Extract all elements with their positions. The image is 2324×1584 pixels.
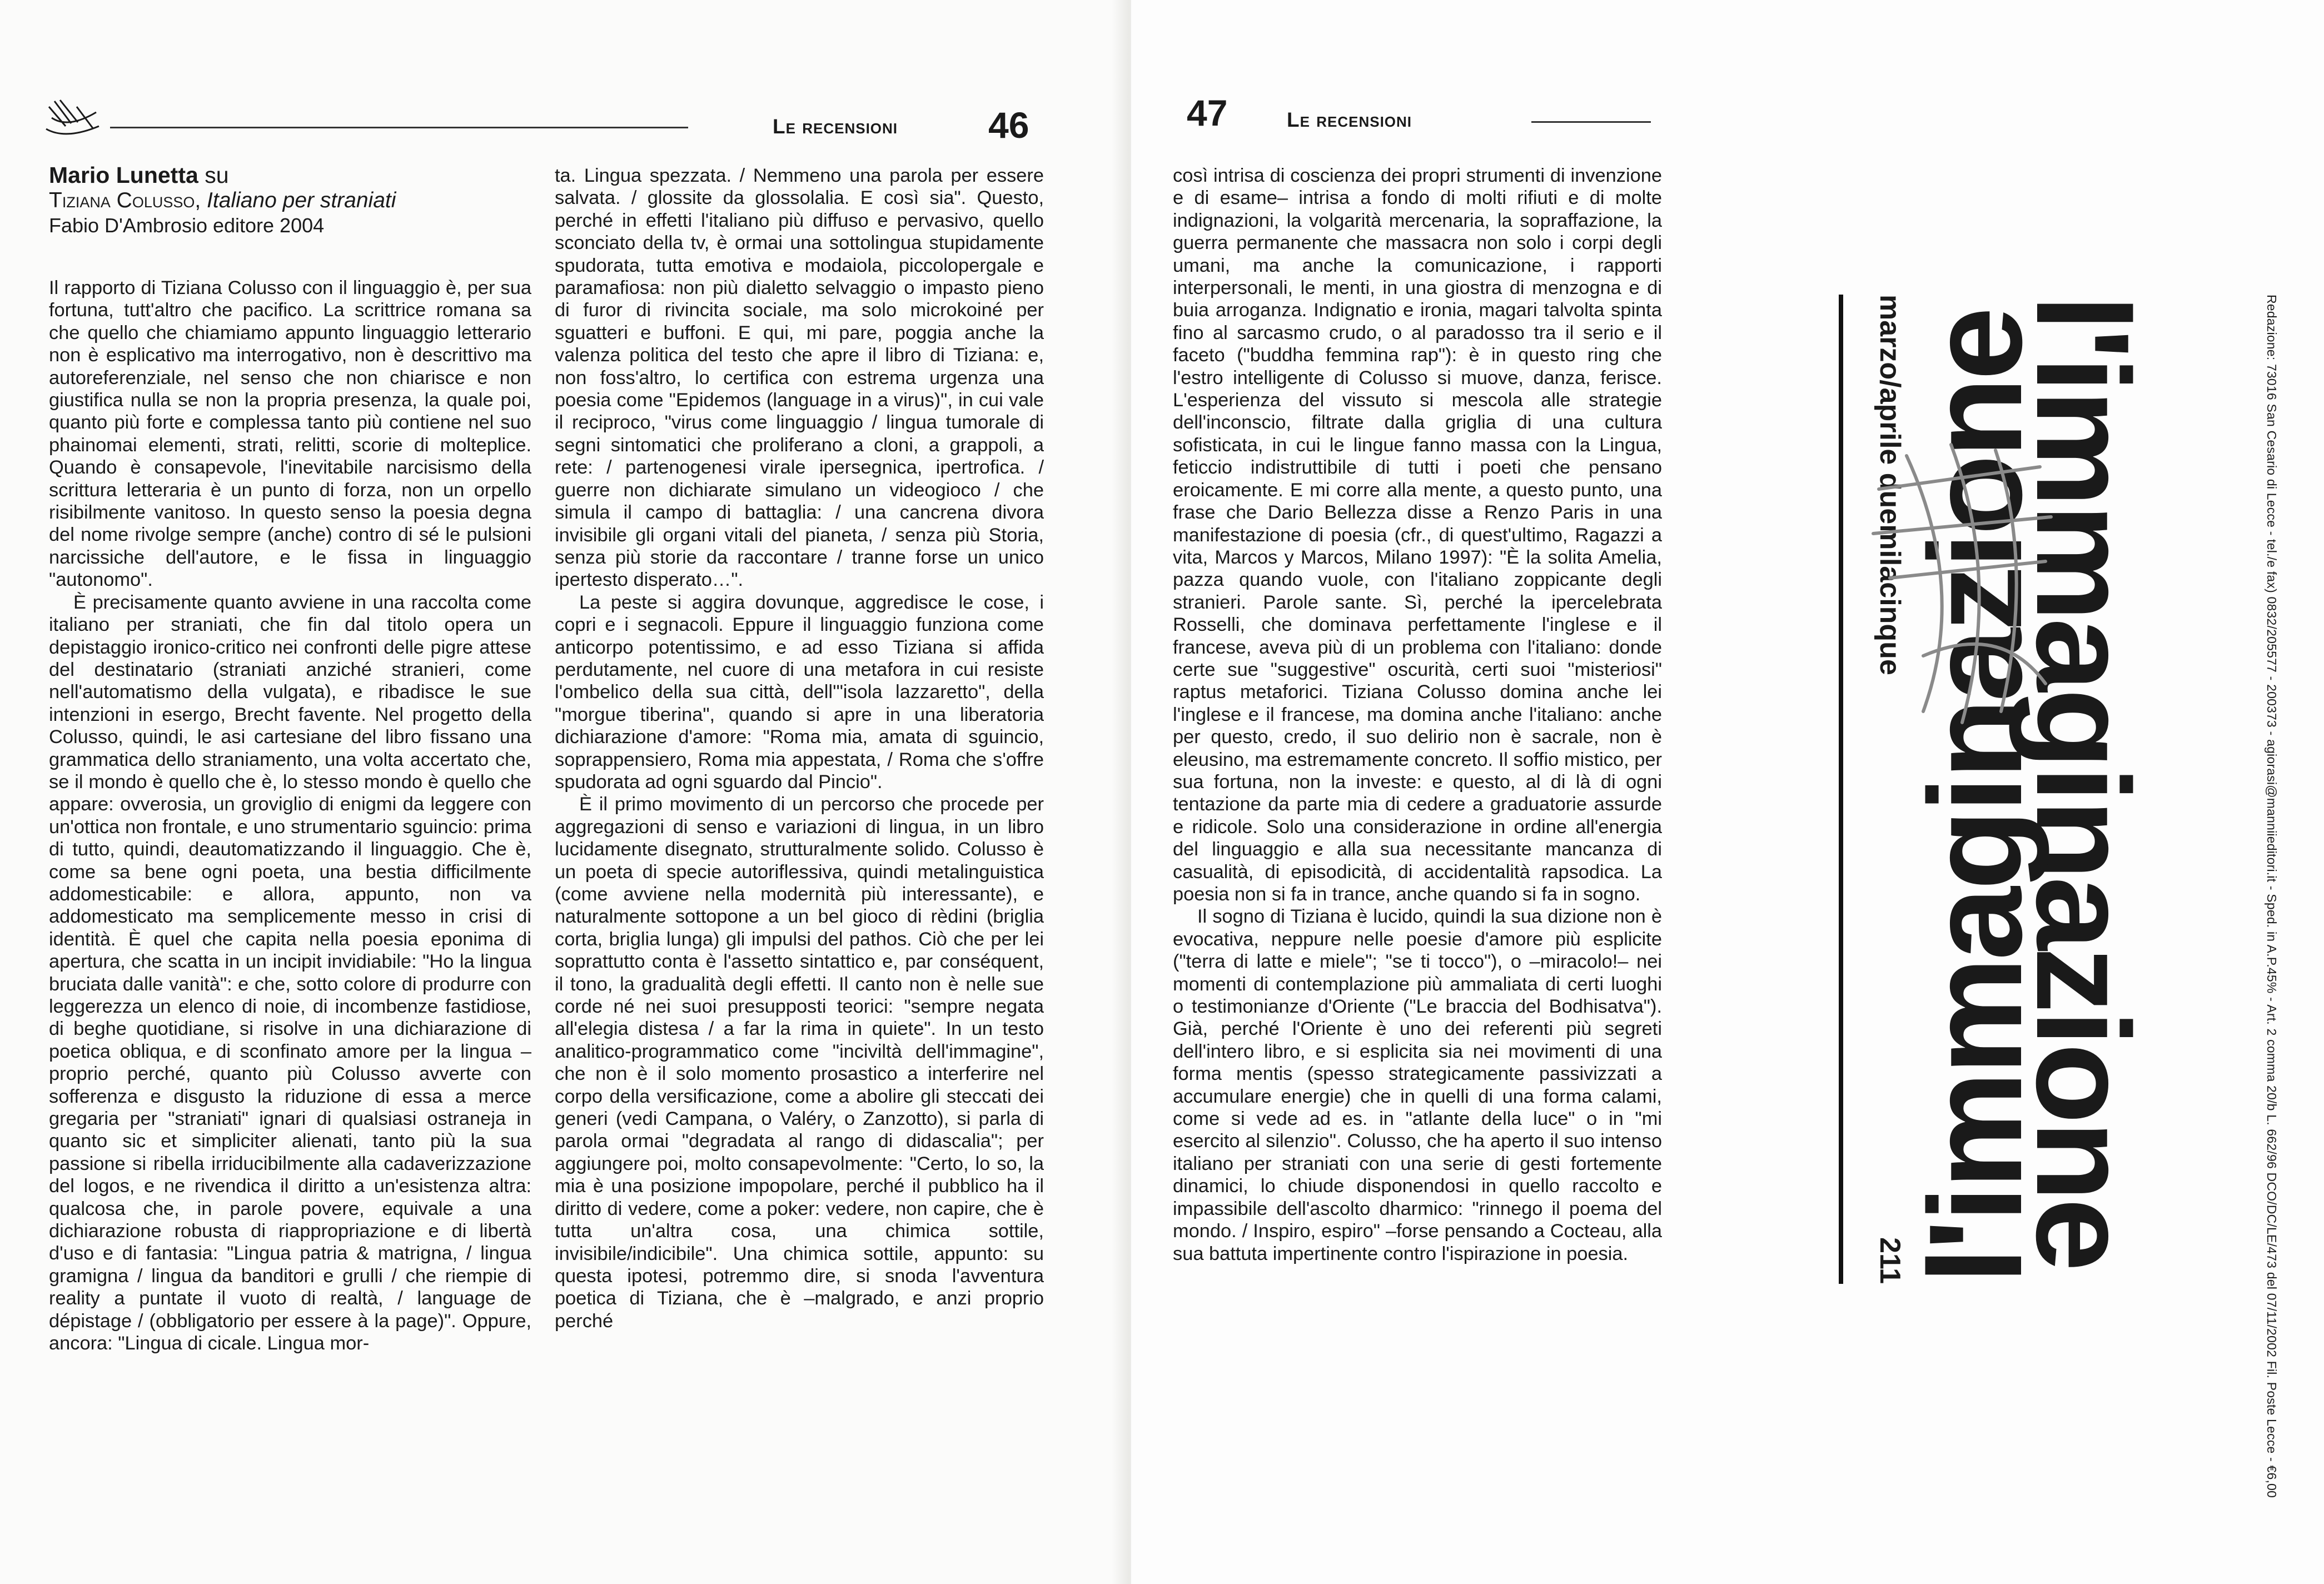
cover-imprint-text: Redazione: 73016 San Cesario di Lecce - tel./e fax) 0832/205577 - 200373 - agiorasi@manniieditori.it - Sped. in A.P.45% - Art. 2 comma 20/b L. 662/96 DCO/DC/LE/473 del 07/11/2002 Fil. Poste Lecce - €6,00 — [2265, 295, 2279, 1498]
header-page-number: 47 — [1187, 92, 1228, 133]
cover-issue-date: marzo/aprile duemilacinque — [1874, 295, 1906, 675]
header-section: Le recensioni — [773, 115, 898, 138]
text-column-1 — [49, 277, 531, 1538]
header-rule — [110, 127, 688, 128]
paragraph: Il rapporto di Tiziana Colusso con il linguaggio è, per sua fortuna, tutt'altro che pacifico. La scrittrice romana sa che quello che chiamiamo appunto linguaggio letterario non è esplicativo ma interrogativo, non è descrittivo ma autoreferenziale, nel senso che non chiarisce e non giustifica nulla se non la propria presenza, la quale poi, quanto più forte e complessa tanto più contiene nel suo phainomai elementi, strati, relitti, scorie di molteplice. Quando è consapevole, l'inevitabile narcisismo della scrittura letteraria è un punto di forza, non un orpello risibilmente vanitoso. In questo senso la poesia degna del nome rivolge sempre (anche) contro di sé le pulsioni narcissiche dell'autore, e le fissa in linguaggio "autonomo". — [49, 277, 531, 591]
paragraph: La peste si aggira dovunque, aggredisce le cose, i copri e i segnacoli. Eppure il linguaggio funziona come anticorpo potentissimo, e ad esso Tiziana si affida perdutamente, nel cuore di una metafora in cui resiste l'ombelico della sua città, dell'"isola lazzaretto", della "morgue tiberina", quando si apre in una liberatoria dichiarazione d'amore: "Roma mia, amata di sguincio, soprappensiero, Roma mia appestata, / Roma che s'offre spudorata ad ogni sguardo dal Pincio". — [555, 591, 1044, 793]
header-rule — [1531, 121, 1651, 123]
cover-title-mirrored: l'immaginazione — [1902, 310, 2049, 1284]
article-reviewed-work: Tiziana Colusso, Italiano per straniati — [49, 188, 396, 212]
paragraph: così intrisa di coscienza dei propri strumenti di invenzione e di esame– intrisa a fondo di molti rifiuti e di molte indignazioni, la volgarità mercenaria, la sopraffazione, la guerra permanente che massacra non solo i corpi degli umani, ma anche la comunicazione, i rapporti interpersonali, le menti, in una giostra di menzogna e di buia arroganza. Indignatio e ironia, magari talvolta spinta fino al sarcasmo crudo, o al paradosso tra il serio e il faceto ("buddha femmina rap"): è in questo ring che l'estro intelligente di Colusso si muove, danza, ferisce. L'esperienza del vissuto si mescola alle strategie dell'inconscio, filtrate dalla griglia di una cultura sofisticata, in cui le lingue fanno massa con la Lingua, feticcio indistruttibile di tutti i poeti che pensano eroicamente. E mi corre alla mente, a questo punto, una frase che Dario Bellezza disse a Renzo Paris in una manifestazione di poesia (cfr., di quest'ultimo, Ragazzi a vita, Marcos y Marcos, Milano 1997): "È la solita Amelia, pazza quando vuole, con l'italiano zoppicante degli stranieri. Parole sante. Sì, perché la ipercelebrata Rosselli, che dominava perfettamente l'inglese e il francese, aveva più di un problema con l'italiano: donde certe sue "suggestive" oscurità, certi suoi "misteriosi" raptus metaforici. Tiziana Colusso domina anche lei l'inglese e il francese, ma domina anche l'italiano: anche per questo, credo, il suo delirio non è sacrale, non è eleusino, ma estremamente concreto. Il soffio mistico, per sua fortuna, non la investe: e questo, al di là di ogni tentazione da parte mia di cedere a graduatorie assurde e ridicole. Solo una considerazione in ordine all'energia del linguaggio e alla sua necessitante mancanza di casualità, di episodicità, di accidentalità rapsodica. La poesia non si fa in trance, anche quando si fa in sogno. — [1173, 165, 1662, 905]
article-author: Mario Lunetta su — [49, 162, 229, 188]
paragraph: Il sogno di Tiziana è lucido, quindi la sua dizione non è evocativa, neppure nelle poesie d'amore più esplicite ("terra di latte e miele"; "se ti tocco"), o –miracolo!– nei momenti di contemplazione più ammaliata di certi luoghi o testimonianze d'Oriente ("Le braccia del Bodhisatva"). Già, perché l'Oriente è uno dei referenti più segreti dell'intero libro, e si esplicita sia nei movimenti di una forma mentis (spesso strategicamente passivizzati a accumulare energie) che in quelli di una forma calami, come si vede ad es. in "atlante della luce" o in "mi esercito al silenzio". Colusso, che ha aperto il suo intenso italiano per straniati con una serie di gesti fortemente dinamici, lo chiude disponendosi in quello raccolto e impassibile dell'ascolto dharmico: "rinnego il poema del mondo. / Inspiro, espiro" –forse pensando a Cocteau, alla sua battuta impertinente contro l'ispirazione in poesia. — [1173, 906, 1662, 1264]
header-section: Le recensioni — [1287, 108, 1412, 131]
cover-scribble-icon — [1857, 422, 2068, 734]
paragraph: È precisamente quanto avviene in una raccolta come italiano per straniati, che fin dal titolo opera un depistaggio ironico-critico nei confronti delle pigre attese del destinatario (straniati anziché stranieri, come nell'automatismo della vulgata), e ribadisce le sue intenzioni in esergo, Brecht favente. Nel progetto della Colusso, quindi, le asi cartesiane del libro fissano una grammatica dello straniamento, una volta accertato che, se il mondo è quello che è, lo stesso mondo è quello che appare: ovverosia, un groviglio di enigmi da leggere con un'ottica non frontale, e uno strumentario sguincio: prima di tutto, quindi, deautomatizzando il linguaggio. Che è, come sa bene ogni poeta, una bestia difficilmente addomesticabile: e allora, appunto, non va addomesticato ma semplicemente messo in crisi di identità. È quel che capita nella poesia eponima di apertura, che scatta in un incipit invidiabile: "Ho la lingua bruciata dalle vanità": e che, sotto colore di produrre con leggerezza un elenco di noie, di incombenze fastidiose, di beghe quotidiane, si risolve in una dichiarazione di poetica obliqua, e di sconfinato amore per la lingua –proprio perché, quanto più Colusso avverte con sofferenza e disgusto la riduzione di essa a merce gregaria per "straniati" ignari di qualsiasi ostraneja in quanto sic et simpliciter alienati, tanto più la sua passione si ribella irriducibilmente alla cadaverizzazione del logos, e ne rivendica il diritto a un'esistenza altra: qualcosa che, in parole povere, equivale a una dichiarazione robusta di riappropriazione e di libertà d'uso e di fantasia: "Lingua patria & matrigna, / lingua gramigna / lingua da banditori e grulli / che riempie di reality a puntate il vuoto di realtà, / language de dépistage / (obbligatorio per essere à la page)". Oppure, ancora: "Lingua di cicale. Lingua mor- — [49, 591, 531, 1354]
text-column-2 — [555, 165, 1044, 1538]
cover-issue-number: 211 — [1874, 1237, 1906, 1284]
cover-imprint — [2257, 295, 2279, 1498]
article-publisher: Fabio D'Ambrosio editore 2004 — [49, 214, 325, 237]
paragraph: ta. Lingua spezzata. / Nemmeno una parola per essere salvata. / glossite da glossolalia. E così sia". Questo, perché in effetti l'italiano più diffuso e pervasivo, quello sconciato della tv, è ormai una sottolingua stupidamente spudorata, tutta emotiva e modaiola, piccolopergale e paramafiosa: non più dialetto selvaggio o impasto pieno di furor di rivincita sociale, ma solo microkoiné per sguatteri e buffoni. E qui, mi pare, poggia anche la valenza politica del testo che apre il libro di Tiziana: e, non foss'altro, lo certifica con estrema urgenza una poesia come "Epidemos (language in a virus)", in cui vale il reciproco, "virus come linguaggio / lingua tumorale di segni sintomatici che proliferano a cloni, a grappoli, a rete: / partenogenesi virale ipersegnica, ipertrofica. / guerre non dichiarate simulano un videogioco / che simula il campo di battaglia: / una cancrena divora invisibile gli organi vitali del pianeta, / senza più Storia, senza più storie da raccontare / tranne forse un unico ipertesto disperato…". — [555, 165, 1044, 591]
text-column-3 — [1173, 165, 1662, 1515]
header-page-number: 46 — [988, 104, 1029, 146]
signature-mark-icon — [43, 96, 104, 146]
cover-title: l'immaginazione — [2009, 295, 2156, 1268]
paragraph: È il primo movimento di un percorso che procede per aggregazioni di senso e variazioni di lingua, in un libro lucidamente disegnato, strutturalmente solido. Colusso è un poeta di specie autoriflessiva, quindi metalinguistica (come avviene nella modernità più interessante), e naturalmente sottopone a un bel gioco di rèdini (briglia corta, briglia lunga) gli impulsi del pathos. Ciò che per lei soprattutto conta è l'assetto sintattico e, par conséquent, il tono, la gradualità degli effetti. Il canto non è nelle sue corde né nei suoi presupposti teorici: "sempre negata all'elegia distesa / a far la rima in quiete". In un testo analitico-programmatico come "inciviltà dell'immagine", che non è il solo momento prosastico a interferire nel corpo della versificazione, come a abolire gli steccati dei generi (vedi Campana, o Valéry, o Zanzotto), si parla di parola ormai "degradata al rango di didascalia"; per aggiungere poi, molto consapevolmente: "Certo, lo so, la mia è una posizione impopolare, perché il pubblico ha il diritto di vedere, come a poker: vedere, non capire, che è tutta un'altra cosa, una chimica sottile, invisibile/indicibile". Una chimica sottile, appunto: su questa ipotesi, potremmo dire, si snoda l'avventura poetica di Tiziana, che è –malgrado, e anzi proprio perché — [555, 794, 1044, 1332]
left-page — [0, 0, 1131, 1584]
